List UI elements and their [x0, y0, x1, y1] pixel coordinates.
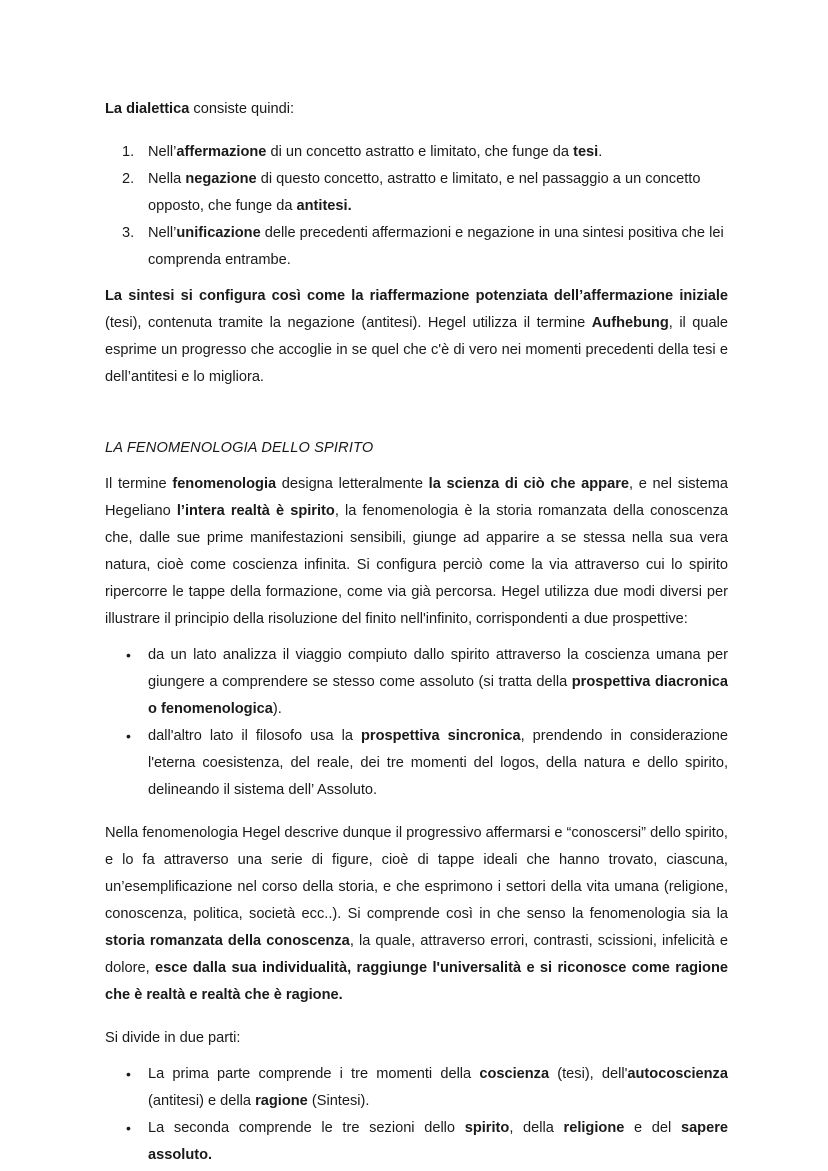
dialettica-intro-bold: La dialettica — [105, 101, 190, 117]
dialettica-list — [105, 139, 728, 274]
sintesi-paragraph: La sintesi si configura così come la riaffermazione potenziata dell’affermazione iniziale (tesi), contenuta tramite la negazione (antitesi). Hegel utilizza il termine Aufhebung, il quale esprime un progresso che accoglie in se quel che c'è di vero nei momenti precedenti della tesi e dell’antitesi e lo migliora. — [105, 288, 728, 385]
prospettive-list — [105, 642, 728, 804]
list-item — [105, 1115, 728, 1169]
spacer — [105, 274, 728, 283]
list-item — [105, 220, 728, 274]
list-marker: 2. — [122, 171, 135, 187]
list-marker: 3. — [122, 225, 135, 241]
list-item — [105, 166, 728, 220]
spacer — [105, 804, 728, 820]
fenomenologia-paragraph: Il termine fenomenologia designa letteralmente la scienza di ciò che appare, e nel sistema Hegeliano l’intera realtà è spirito, la fenomenologia è la storia romanzata della conoscenza che, dalle sue prime manifestazioni sensibili, giunge ad apparire a se stessa nella sua vera natura, cioè come coscienza infinita. Si configura perciò come la via attraverso cui lo spirito ripercorre le tappe della formazione, come via già percorsa. Hegel utilizza due modi diversi per illustrare il principio della risoluzione del finito nell'infinito, corrispondenti a due prospettive: — [105, 476, 728, 627]
bullet-icon: • — [126, 727, 131, 744]
dialettica-intro — [105, 96, 728, 123]
list-item-text: dall'altro lato il filosofo usa la prospettiva sincronica, prendendo in considerazione l'eterna coesistenza, del reale, dei tre momenti del logos, della natura e dello spirito, delineando il sistema dell’ Assoluto. — [148, 728, 728, 798]
section-heading-fenomenologia: LA FENOMENOLOGIA DELLO SPIRITO — [105, 440, 374, 456]
spacer — [105, 1052, 728, 1061]
list-item-text: Nella negazione di questo concetto, astratto e limitato, e nel passaggio a un concetto opposto, che funge da antitesi. — [148, 171, 701, 214]
list-item-text: da un lato analizza il viaggio compiuto dallo spirito attraverso la coscienza umana per giungere a comprendere se stesso come assoluto (si tratta della prospettiva diacronica o fenomenologica). — [148, 647, 728, 717]
bullet-icon: • — [126, 1065, 131, 1082]
list-item — [105, 1061, 728, 1115]
si-divide-intro: Si divide in due parti: — [105, 1030, 241, 1046]
spacer — [105, 462, 728, 471]
document-body — [105, 96, 728, 1169]
list-item-text: Nell’affermazione di un concetto astratto e limitato, che funge da tesi. — [148, 144, 603, 160]
parti-list — [105, 1061, 728, 1169]
spacer — [105, 123, 728, 139]
spacer — [105, 1009, 728, 1025]
list-item — [105, 723, 728, 804]
list-item-text: La prima parte comprende i tre momenti della coscienza (tesi), dell'autocoscienza (antitesi) e della ragione (Sintesi). — [148, 1066, 728, 1109]
bullet-icon: • — [126, 646, 131, 663]
list-item-text: Nell’unificazione delle precedenti affermazioni e negazione in una sintesi positiva che lei comprenda entrambe. — [148, 225, 724, 268]
list-item — [105, 642, 728, 723]
list-item — [105, 139, 728, 166]
bullet-icon: • — [126, 1119, 131, 1136]
list-marker: 1. — [122, 144, 135, 160]
list-item-text: La seconda comprende le tre sezioni dello spirito, della religione e del sapere assoluto. — [148, 1120, 729, 1163]
dialettica-intro-rest: consiste quindi: — [189, 101, 295, 117]
spacer — [105, 633, 728, 642]
spacer — [105, 391, 728, 435]
nella-fenomenologia-paragraph: Nella fenomenologia Hegel descrive dunque il progressivo affermarsi e “conoscersi” dello spirito, e lo fa attraverso una serie di figure, cioè di tappe ideali che hanno trovato, ciascuna, un’esemplificazione nel corso della storia, e che esprimono i settori della vita umana (religione, conoscenza, politica, società ecc..). Si comprende così in che senso la fenomenologia sia la storia romanzata della conoscenza, la quale, attraverso errori, contrasti, scissioni, infelicità e dolore, esce dalla sua individualità, raggiunge l'universalità e si riconosce come ragione che è realtà e realtà che è ragione. — [105, 825, 728, 1003]
